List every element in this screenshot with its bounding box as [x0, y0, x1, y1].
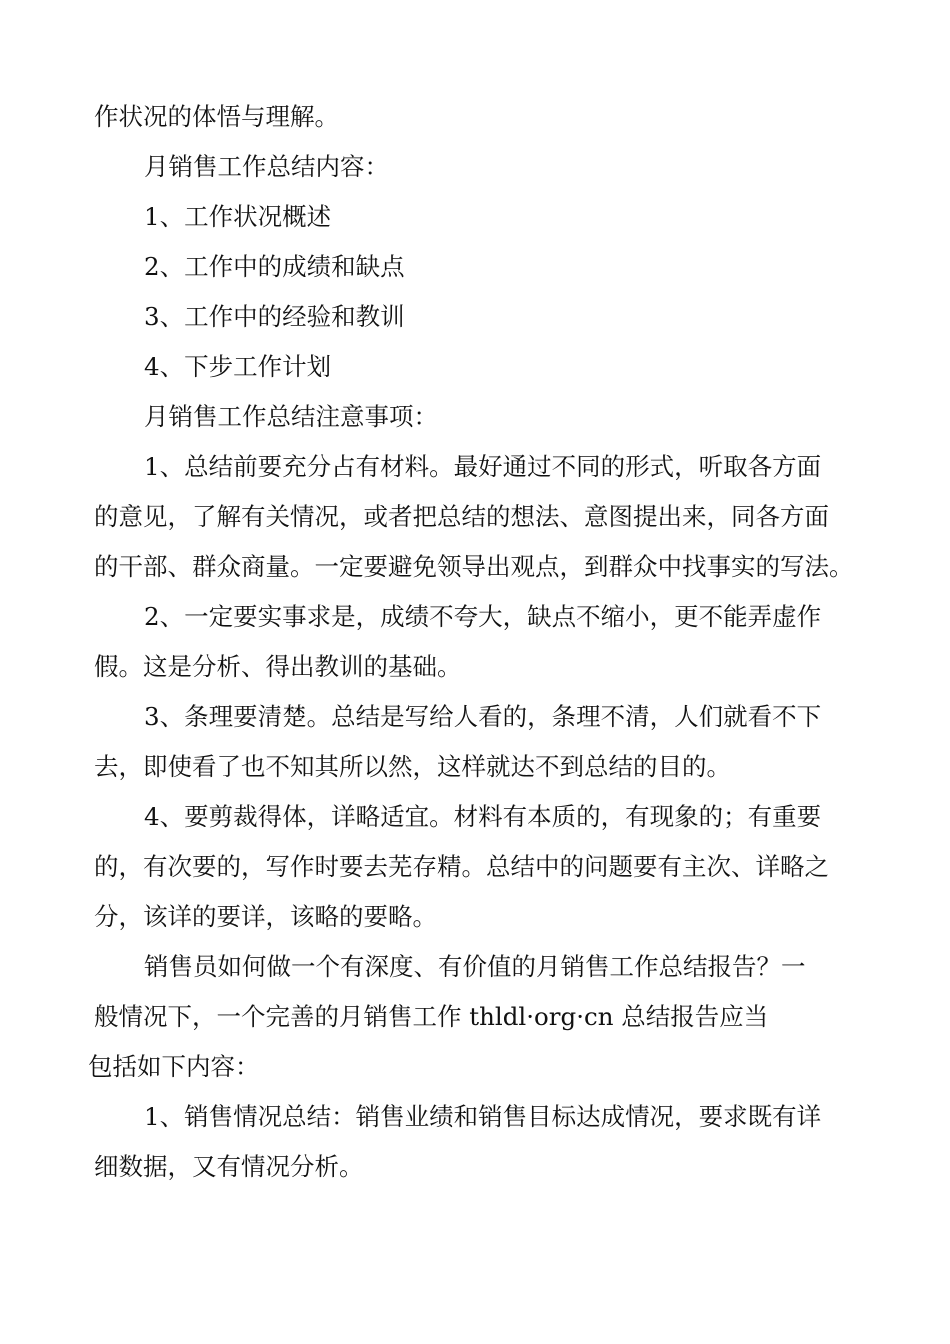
paragraph-line: 的，有次要的，写作时要去芜存精。总结中的问题要有主次、详略之	[94, 852, 829, 881]
list-item: 4、下步工作计划	[144, 352, 332, 381]
paragraph-line: 2、一定要实事求是，成绩不夸大，缺点不缩小，更不能弄虚作	[144, 602, 822, 631]
section-heading: 月销售工作总结注意事项：	[144, 402, 438, 431]
list-item: 3、工作中的经验和教训	[144, 302, 405, 331]
paragraph-line: 销售员如何做一个有深度、有价值的月销售工作总结报告？一	[144, 952, 806, 981]
paragraph-line: 的干部、群众商量。一定要避免领导出观点，到群众中找事实的写法。	[94, 552, 854, 581]
paragraph-line: 4、要剪裁得体，详略适宜。材料有本质的，有现象的；有重要	[144, 802, 822, 831]
paragraph-line: 3、条理要清楚。总结是写给人看的，条理不清，人们就看不下	[144, 702, 822, 731]
paragraph-line: 去，即使看了也不知其所以然，这样就达不到总结的目的。	[94, 752, 731, 781]
paragraph-line: 作状况的体悟与理解。	[94, 102, 339, 131]
paragraph-line: 1、销售情况总结：销售业绩和销售目标达成情况，要求既有详	[144, 1102, 822, 1131]
list-item: 1、工作状况概述	[144, 202, 332, 231]
section-heading: 月销售工作总结内容：	[144, 152, 389, 181]
paragraph-line: 1、总结前要充分占有材料。最好通过不同的形式，听取各方面	[144, 452, 822, 481]
paragraph-line: 的意见，了解有关情况，或者把总结的想法、意图提出来，同各方面	[94, 502, 829, 531]
paragraph-line: 假。这是分析、得出教训的基础。	[94, 652, 462, 681]
paragraph-line: 分，该详的要详，该略的要略。	[94, 902, 437, 931]
paragraph-line: 般情况下，一个完善的月销售工作 thldl·org·cn 总结报告应当	[94, 1002, 769, 1031]
paragraph-line: 细数据，又有情况分析。	[94, 1152, 364, 1181]
paragraph-line: 包括如下内容：	[88, 1052, 260, 1081]
list-item: 2、工作中的成绩和缺点	[144, 252, 405, 281]
